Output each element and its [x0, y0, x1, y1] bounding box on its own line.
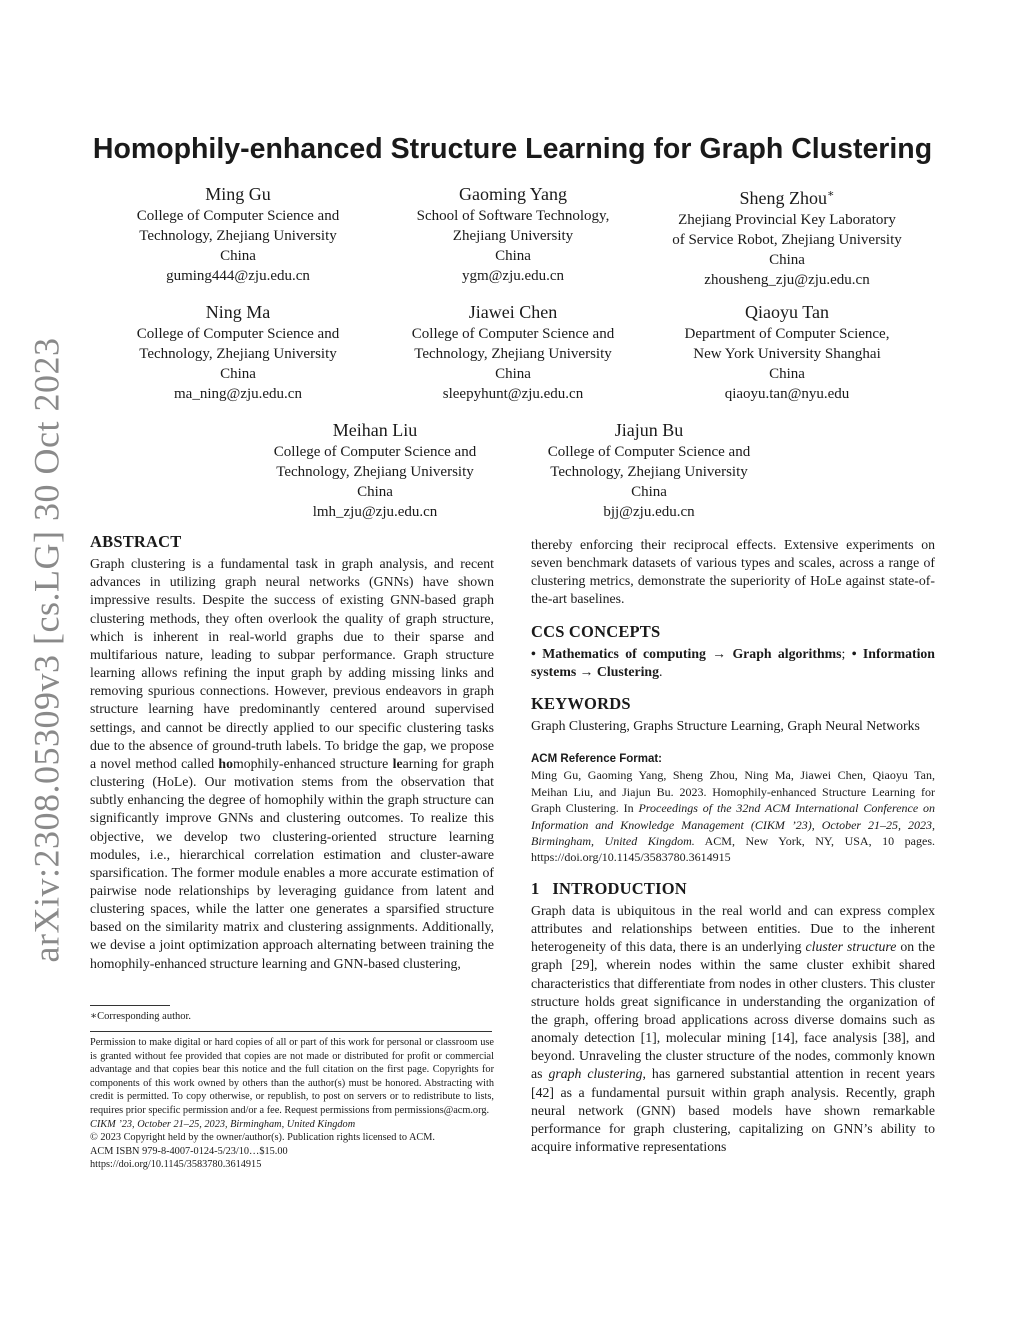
author-country: China	[495, 366, 531, 382]
author-country: China	[769, 252, 805, 268]
author-country: China	[220, 366, 256, 382]
author-affiliation: College of Computer Science and	[273, 444, 477, 460]
abstract-continued: thereby enforcing their reciprocal effects. Extensive experiments on seven benchmark datasets of various types and scales, across a range of clustering metrics, demonstrate the superiority of HoLe against state-of-the-art baselines.	[531, 537, 935, 607]
author-affiliation: Technology, Zhejiang University	[139, 346, 337, 362]
venue-line: CIKM ’23, October 21–25, 2023, Birmingham, United Kingdom	[90, 1118, 356, 1130]
author-name: Ming Gu	[205, 184, 271, 204]
author-affiliation: New York University Shanghai	[693, 346, 881, 362]
author-block	[652, 183, 922, 290]
arxiv-stamp-text: arXiv:2308.05309v3 [cs.LG] 30 Oct 2023	[26, 337, 66, 963]
introduction-heading: 1 INTRODUCTION	[531, 878, 687, 898]
doi-link[interactable]: https://doi.org/10.1145/3583780.3614915	[90, 1159, 262, 1171]
author-name: Jiajun Bu	[614, 420, 684, 440]
arxiv-stamp	[22, 337, 70, 963]
author-name: Gaoming Yang	[458, 184, 567, 204]
author-block	[378, 301, 648, 404]
author-email[interactable]: zhousheng_zju@zju.edu.cn	[704, 272, 870, 288]
left-column	[90, 533, 494, 973]
permission-block	[90, 1036, 494, 1172]
ccs-concept-link[interactable]: • Mathematics of computing → Graph algorithms	[531, 645, 842, 661]
corresponding-mark: ∗	[827, 188, 835, 200]
author-email[interactable]: guming444@zju.edu.cn	[166, 268, 310, 284]
permission-text: Permission to make digital or hard copies of all or part of this work for personal or classroom use is granted without fee provided that copies are not made or distributed for profit or commercial advantage and that copies bear this notice and the full citation on the first page. Copyrights for components of this work owned by others than the author(s) must be honored. Abstracting with credit is permitted. To copy otherwise, or republish, to post on servers or to redistribute to lists, requires prior specific permission and/or a fee. Request permissions from permissions@acm.org.	[90, 1037, 494, 1116]
keywords-heading: KEYWORDS	[531, 694, 631, 714]
author-affiliation: Zhejiang University	[452, 228, 574, 244]
author-name: Meihan Liu	[332, 420, 418, 440]
keywords-text: Graph Clustering, Graphs Structure Learning, Graph Neural Networks	[531, 718, 920, 734]
author-affiliation: College of Computer Science and	[136, 208, 340, 224]
footnote: ∗Corresponding author.	[90, 1011, 192, 1022]
acm-reference-heading: ACM Reference Format:	[531, 753, 662, 766]
author-block	[103, 183, 373, 286]
author-affiliation: Technology, Zhejiang University	[139, 228, 337, 244]
author-country: China	[220, 248, 256, 264]
isbn-line: ACM ISBN 979-8-4007-0124-5/23/10…$15.00	[90, 1145, 288, 1157]
author-block	[514, 419, 784, 522]
author-email[interactable]: qiaoyu.tan@nyu.edu	[724, 386, 850, 402]
author-country: China	[495, 248, 531, 264]
paper-title: Homophily-enhanced Structure Learning for Graph Clustering	[92, 133, 933, 165]
abstract-text: Graph clustering is a fundamental task in graph analysis, and recent advances in utilizing graph neural networks (GNNs) have shown impressive results. Despite the success of existing GNN-based graph clustering methods, they often overlook the quality of graph structure, which is inherent in real-world graphs due to their sparse and multifarious nature, leading to subpar performance. Graph structure learning allows refining the input graph by adding missing links and removing spurious connections. However, previous endeavors in graph structure learning have predominantly centered around supervised settings, and cannot be directly applied to our specific clustering tasks due to the absence of ground-truth labels. To bridge the gap, we propose a novel method called homophily-enhanced structure learning for graph clustering (HoLe). Our motivation stems from the observation that subtly enhancing the degree of homophily within the graph structure can significantly improve GNNs and clustering outcomes. To realize this objective, we develop two clustering-oriented structure learning modules, i.e., hierarchical correlation estimation and cluster-aware sparsification. The former module enables a more accurate estimation of pairwise node relationships by leveraging guidance from latent and clustering spaces, while the latter one generates a sparsified structure based on the similarity matrix and clustering assignments. Additionally, we devise a joint optimization approach alternating between training the homophily-enhanced structure learning and GNN-based clustering,	[90, 556, 494, 971]
author-block	[103, 301, 373, 404]
author-name: Qiaoyu Tan	[745, 302, 829, 322]
author-country: China	[631, 484, 667, 500]
author-block	[378, 183, 648, 286]
author-affiliation: College of Computer Science and	[136, 326, 340, 342]
abstract-heading: ABSTRACT	[90, 532, 182, 551]
author-block	[240, 419, 510, 522]
author-affiliation: Technology, Zhejiang University	[550, 464, 748, 480]
author-email[interactable]: ygm@zju.edu.cn	[461, 268, 565, 284]
author-email[interactable]: sleepyhunt@zju.edu.cn	[442, 386, 584, 402]
footnote-rule	[90, 1005, 170, 1006]
author-email[interactable]: ma_ning@zju.edu.cn	[174, 386, 302, 402]
ccs-heading: CCS CONCEPTS	[531, 621, 661, 641]
author-email[interactable]: lmh_zju@zju.edu.cn	[312, 504, 438, 520]
ccs-concept-link[interactable]: • Information systems → Clustering	[531, 645, 935, 679]
author-affiliation: College of Computer Science and	[547, 444, 751, 460]
right-column	[531, 536, 935, 1156]
author-affiliation: Technology, Zhejiang University	[414, 346, 612, 362]
ccs-concepts: • Mathematics of computing → Graph algorithms; • Information systems → Clustering.	[531, 645, 935, 679]
author-name: Ning Ma	[205, 302, 271, 322]
author-affiliation: Zhejiang Provincial Key Laboratory	[678, 212, 896, 228]
permission-rule	[90, 1031, 492, 1032]
author-block	[652, 301, 922, 404]
acm-reference-text: Ming Gu, Gaoming Yang, Sheng Zhou, Ning Ma, Jiawei Chen, Qiaoyu Tan, Meihan Liu, and Jiajun Bu. 2023. Homophily-enhanced Structure Learning for Graph Clustering. In Proceedings of the 32nd ACM International Conference on Information and Knowledge Management (CIKM ’23), October 21–25, 2023, Birmingham, United Kingdom. ACM, New York, NY, USA, 10 pages. https://doi.org/10.1145/3583780.3614915	[531, 768, 935, 865]
author-affiliation: of Service Robot, Zhejiang University	[672, 232, 902, 248]
author-email[interactable]: bjj@zju.edu.cn	[603, 504, 695, 520]
author-name: Jiawei Chen	[468, 302, 558, 322]
author-affiliation: College of Computer Science and	[411, 326, 615, 342]
author-affiliation: School of Software Technology,	[416, 208, 610, 224]
author-country: China	[357, 484, 393, 500]
introduction-text: Graph data is ubiquitous in the real world and can express complex attributes and relationships between entities. Due to the inherent heterogeneity of this data, there is an underlying cluster structure on the graph [29], wherein nodes within the same cluster exhibit shared characteristics that differentiate from nodes in other clusters. This cluster structure holds great significance in understanding the organization of the graph, offering broad applications across diverse domains such as anomaly detection [1], molecular mining [14], face analysis [38], and beyond. Unraveling the cluster structure of the nodes, commonly known as graph clustering, has garnered substantial attention in recent years [42] as a fundamental pursuit within graph analysis. Recently, graph neural network (GNN) based models have shown remarkable performance for graph clustering, capitalizing on GNN’s ability to acquire informative representations	[531, 903, 936, 1155]
author-country: China	[769, 366, 805, 382]
copyright-line: © 2023 Copyright held by the owner/author(s). Publication rights licensed to ACM.	[90, 1132, 436, 1144]
author-affiliation: Department of Computer Science,	[684, 326, 890, 342]
author-affiliation: Technology, Zhejiang University	[276, 464, 474, 480]
author-name: Sheng Zhou∗	[739, 188, 835, 208]
